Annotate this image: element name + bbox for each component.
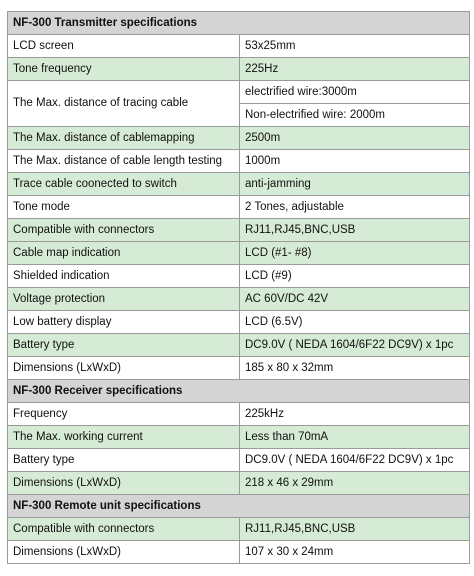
spec-value: DC9.0V ( NEDA 1604/6F22 DC9V) x 1pc (240, 334, 470, 357)
section-title: NF-300 Transmitter specifications (8, 12, 470, 35)
section-header-receiver (8, 380, 470, 403)
spec-label: The Max. working current (8, 426, 240, 449)
section-title: NF-300 Remote unit specifications (8, 495, 470, 518)
spec-value: electrified wire:3000m (240, 81, 470, 104)
table-row (8, 196, 470, 219)
spec-value: 225kHz (240, 403, 470, 426)
spec-label: Compatible with connectors (8, 518, 240, 541)
spec-value: 107 x 30 x 24mm (240, 541, 470, 564)
spec-value: 225Hz (240, 58, 470, 81)
spec-value: Non-electrified wire: 2000m (240, 104, 470, 127)
spec-value: anti-jamming (240, 173, 470, 196)
spec-value: RJ11,RJ45,BNC,USB (240, 219, 470, 242)
spec-label: The Max. distance of tracing cable (8, 81, 240, 127)
spec-value: LCD (6.5V) (240, 311, 470, 334)
spec-value: 2 Tones, adjustable (240, 196, 470, 219)
spec-value: RJ11,RJ45,BNC,USB (240, 518, 470, 541)
spec-value: 2500m (240, 127, 470, 150)
spec-value: 185 x 80 x 32mm (240, 357, 470, 380)
table-row (8, 150, 470, 173)
spec-label: The Max. distance of cablemapping (8, 127, 240, 150)
spec-label: Dimensions (LxWxD) (8, 472, 240, 495)
spec-value: 53x25mm (240, 35, 470, 58)
spec-value: 218 x 46 x 29mm (240, 472, 470, 495)
spec-label: Cable map indication (8, 242, 240, 265)
table-row (8, 81, 470, 104)
table-row (8, 518, 470, 541)
table-row (8, 127, 470, 150)
spec-table (7, 11, 470, 564)
spec-label: LCD screen (8, 35, 240, 58)
table-row (8, 288, 470, 311)
spec-value: LCD (#9) (240, 265, 470, 288)
table-row (8, 265, 470, 288)
spec-label: Tone frequency (8, 58, 240, 81)
spec-value: DC9.0V ( NEDA 1604/6F22 DC9V) x 1pc (240, 449, 470, 472)
table-row (8, 357, 470, 380)
section-header-transmitter (8, 12, 470, 35)
table-row (8, 472, 470, 495)
spec-label: Shielded indication (8, 265, 240, 288)
spec-label: The Max. distance of cable length testing (8, 150, 240, 173)
spec-label: Dimensions (LxWxD) (8, 357, 240, 380)
table-row (8, 219, 470, 242)
spec-label: Battery type (8, 449, 240, 472)
spec-sheet (7, 11, 469, 564)
spec-label: Low battery display (8, 311, 240, 334)
spec-label: Compatible with connectors (8, 219, 240, 242)
spec-value: Less than 70mA (240, 426, 470, 449)
table-row (8, 334, 470, 357)
table-row (8, 35, 470, 58)
spec-label: Voltage protection (8, 288, 240, 311)
table-row (8, 541, 470, 564)
spec-label: Tone mode (8, 196, 240, 219)
table-row (8, 403, 470, 426)
spec-label: Dimensions (LxWxD) (8, 541, 240, 564)
spec-value: AC 60V/DC 42V (240, 288, 470, 311)
table-row (8, 449, 470, 472)
table-row (8, 242, 470, 265)
table-row (8, 311, 470, 334)
spec-value: LCD (#1- #8) (240, 242, 470, 265)
spec-label: Battery type (8, 334, 240, 357)
section-header-remote (8, 495, 470, 518)
section-title: NF-300 Receiver specifications (8, 380, 470, 403)
spec-value: 1000m (240, 150, 470, 173)
spec-label: Trace cable coonected to switch (8, 173, 240, 196)
spec-label: Frequency (8, 403, 240, 426)
table-row (8, 173, 470, 196)
table-row (8, 58, 470, 81)
table-row (8, 426, 470, 449)
